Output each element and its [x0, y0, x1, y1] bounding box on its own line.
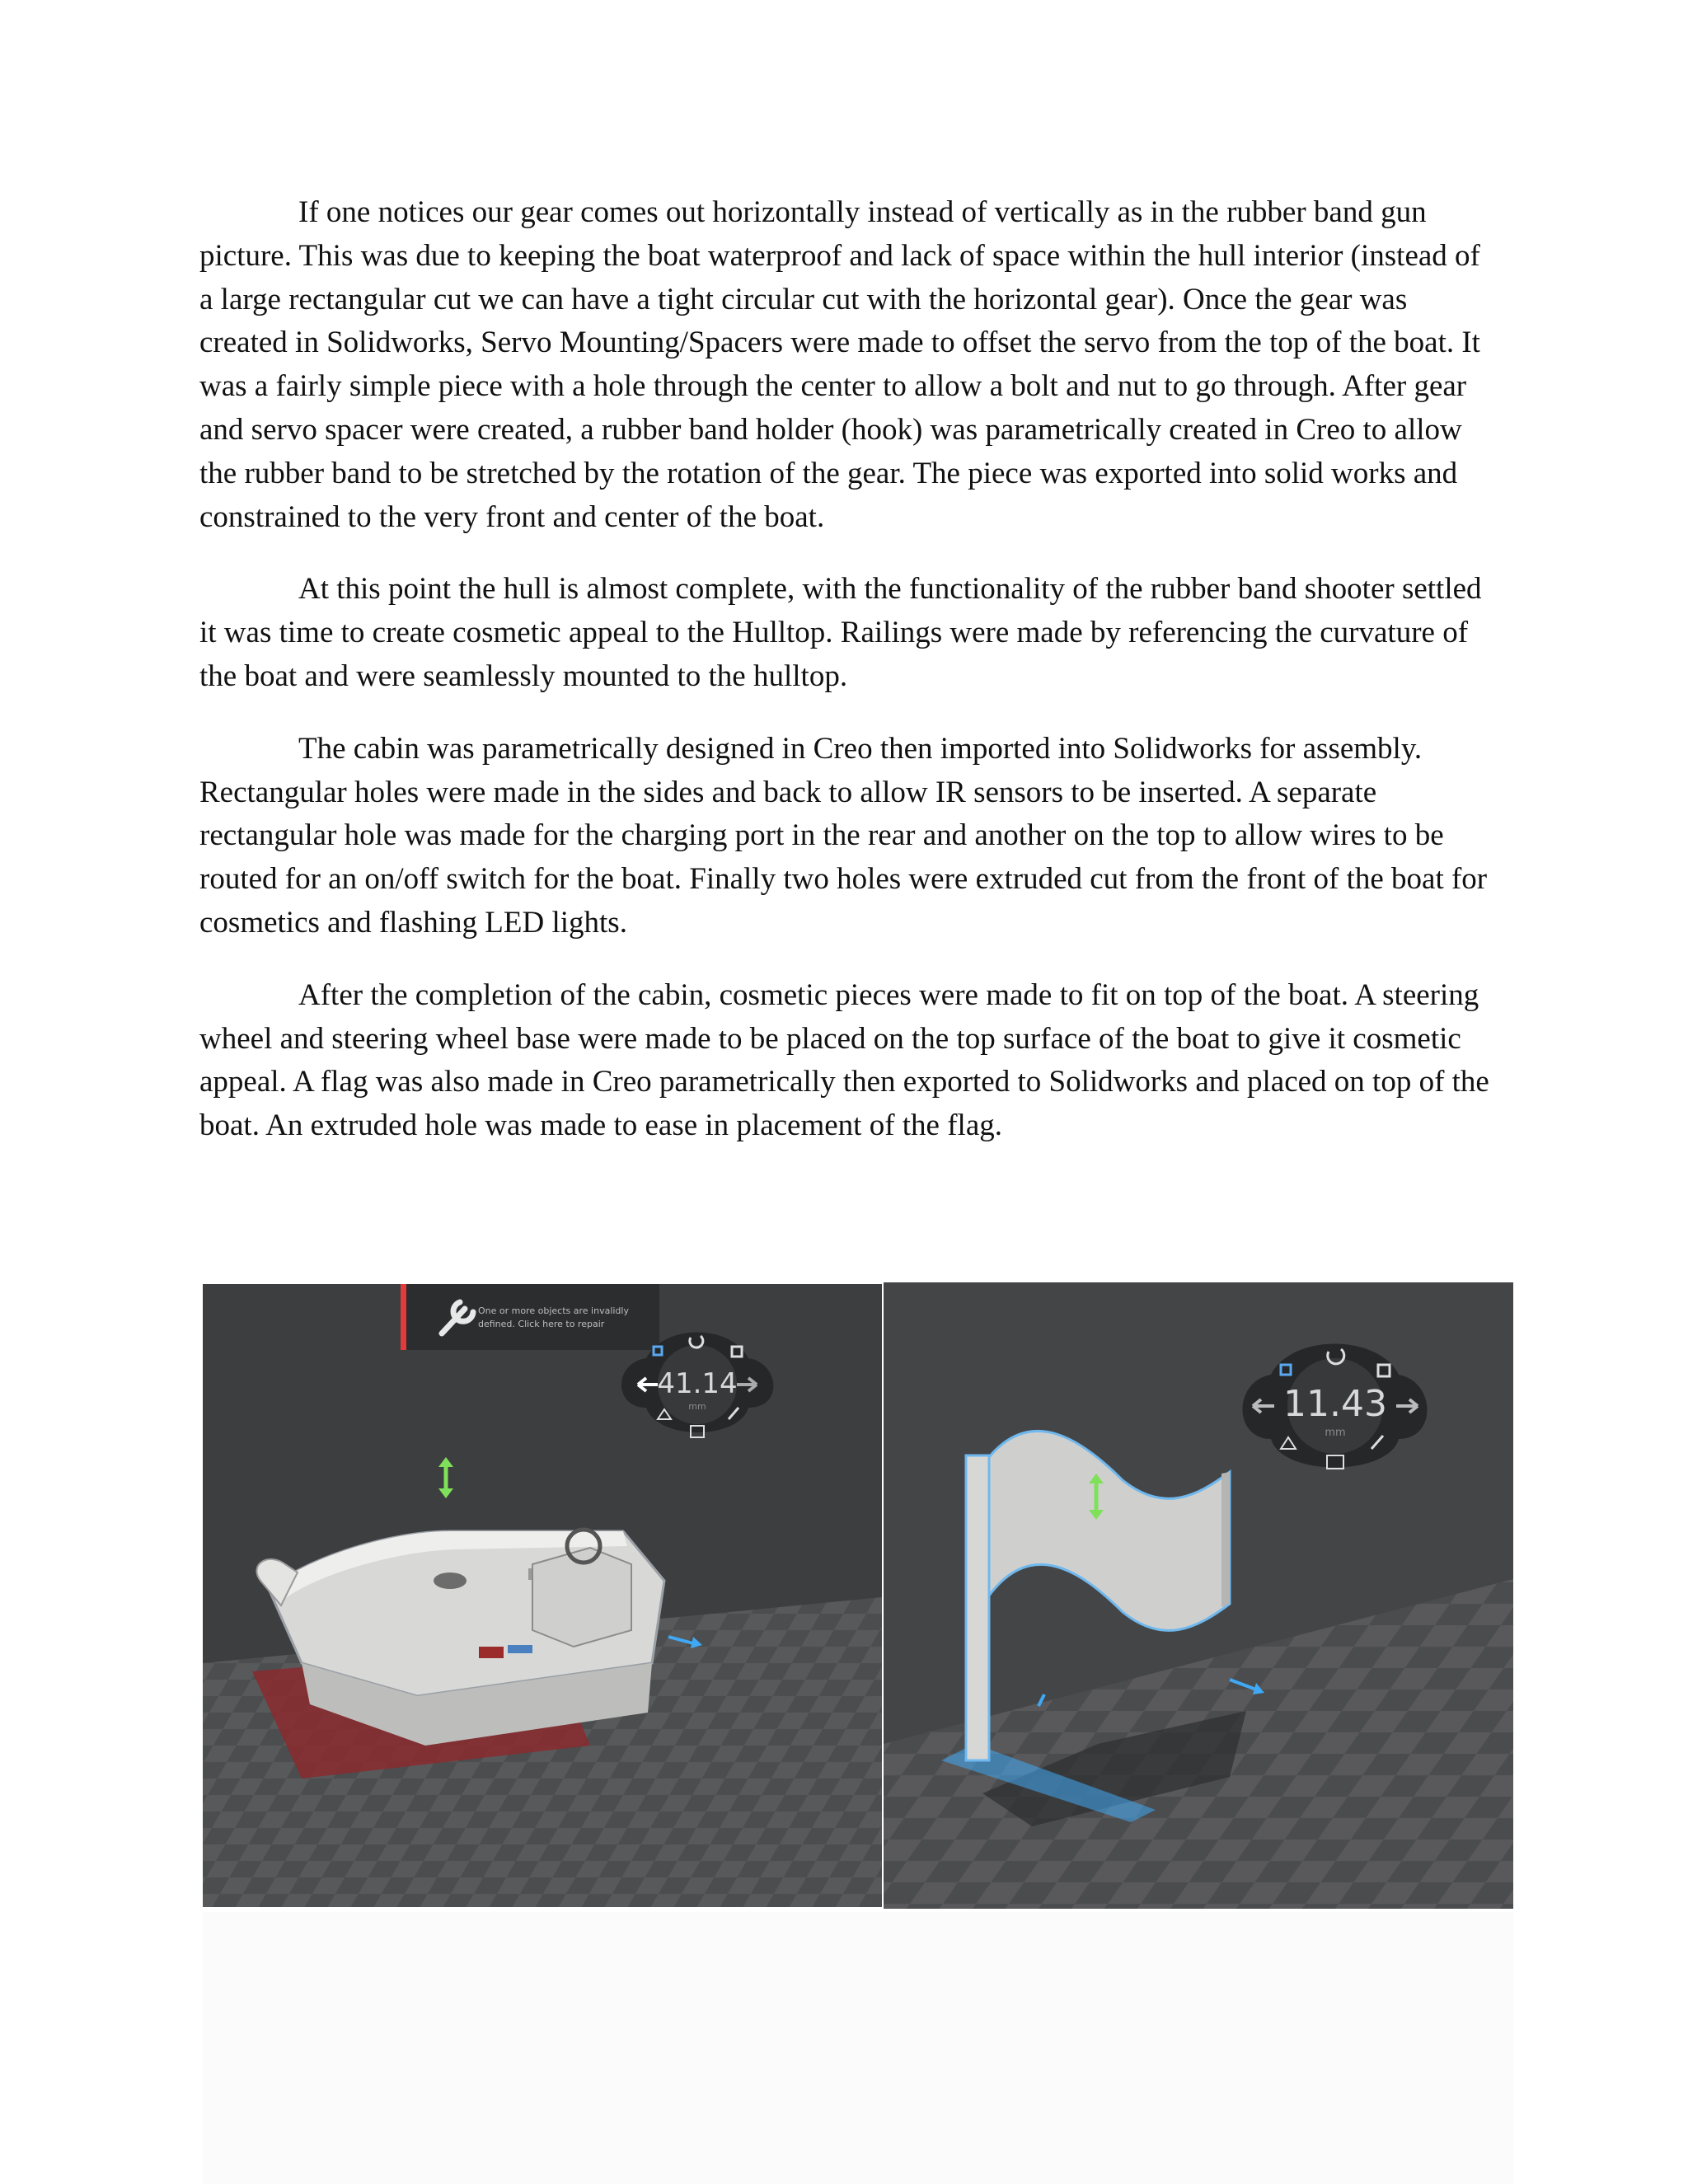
paragraph: After the completion of the cabin, cosmetic pieces were made to fit on top of the boat. A steering wheel and steering wheel base were made to be placed on the top surface of the boat to give it cosmetic appeal. A flag was also made in Creo parametrically then exported to Solidworks and placed on top of the boat. An extruded hole was made to ease in placement of the flag. [199, 977, 1489, 1143]
boat-model-screenshot [203, 1284, 882, 1907]
document-body [199, 191, 1493, 1177]
flag-model-screenshot [884, 1282, 1513, 1909]
paragraph: At this point the hull is almost complete, with the functionality of the rubber band shooter settled it was time to create cosmetic appeal to the Hulltop. Railings were made by referencing the curvature of the boat and were seamlessly mounted to the hulltop. [199, 572, 1482, 693]
paragraph: If one notices our gear comes out horizontally instead of vertically as in the rubber band gun picture. This was due to keeping the boat waterproof and lack of space within the hull interior (instead of a large rectangular cut we can have a tight circular cut with the horizontal gear). Once the gear was created in Solidworks, Servo Mounting/Spacers were made to offset the servo from the top of the boat. It was a fairly simple piece with a hole through the center to allow a bolt and nut to go through. After gear and servo spacer were created, a rubber band holder (hook) was parametrically created in Creo to allow the rubber band to be stretched by the rotation of the gear. The piece was exported into solid works and constrained to the very front and center of the boat. [199, 195, 1480, 534]
measurement-unit: mm [1325, 1427, 1346, 1439]
paragraph: The cabin was parametrically designed in Creo then imported into Solidworks for assembly. Rectangular holes were made in the sides and back to allow IR sensors to be inserted. A separate rectangular hole was made for the charging port in the rear and another on the top to allow wires to be routed for an on/off switch for the boat. Finally two holes were extruded cut from the front of the boat for cosmetics and flashing LED lights. [199, 731, 1488, 940]
measurement-value: 11.43 [1283, 1383, 1387, 1425]
repair-notification[interactable] [401, 1284, 659, 1350]
notification-text-line2: defined. Click here to repair [478, 1319, 605, 1329]
notification-text-line1: One or more objects are invalidly [478, 1305, 629, 1316]
measurement-unit: mm [688, 1401, 706, 1412]
page-footer-area [203, 1912, 1513, 2184]
measurement-value: 41.14 [657, 1367, 738, 1400]
